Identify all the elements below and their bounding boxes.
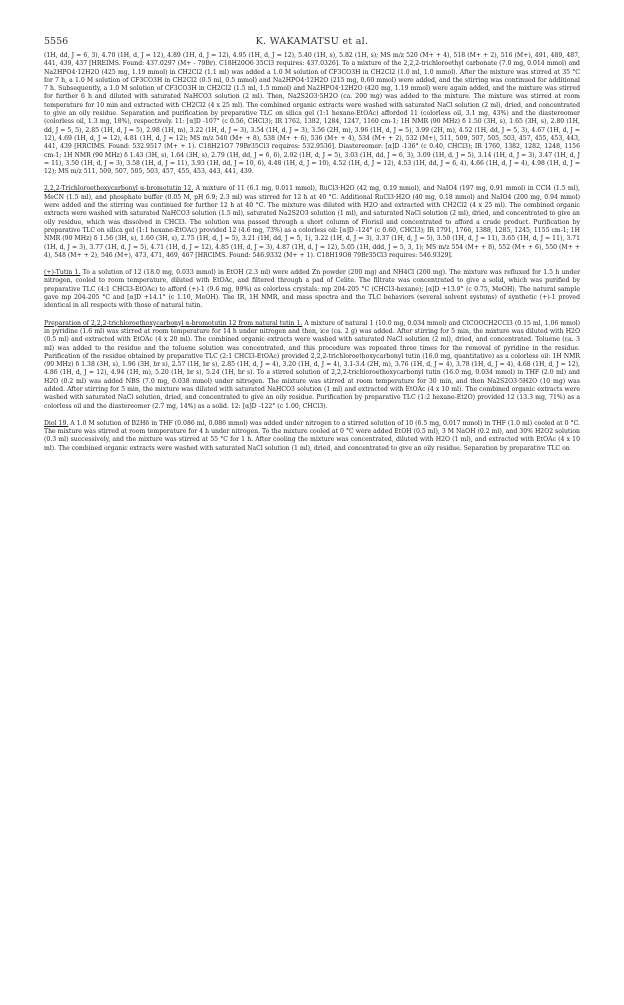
paragraph-diol-19: [44, 420, 580, 453]
page-number: 5556: [44, 36, 69, 47]
section-heading: Diol 19.: [44, 419, 69, 427]
article-body: [44, 52, 580, 453]
section-heading: (+)-Tutin 1.: [44, 269, 81, 277]
section-heading: Preparation of 2,2,2-trichloroethoxycarbonyl α-bromotutin 12 from natural tutin 1.: [44, 319, 303, 327]
paragraph-text: A mixture of natural 1 (10.0 mg, 0.034 mmol) and ClCOOCH2CCl3 (0.15 ml, 1.06 mmol) in pyridine (1.6 ml) was stirred at room temperature for 14 h under nitrogen and then, ice (ca. 2 g) was added. After stirring for 5 min, the mixture was diluted with H2O (0.5 ml) and extracted with EtOAc (4 x 20 ml). The combined organic extracts were washed with saturated NaCl solution (2 ml), dried, and concentrated. Toluene (ca. 3 ml) was added to the residue and the toluene solution was concentrated, and this procedure was repeated three times for the removal of pyridine in the residue. Purification of the residue obtained by preparative TLC (2:1 CHCl3-EtOAc) provided 2,2,2-trichloroethoxycarbonyl tutin (16.0 mg, quantitative) as a colorless oil: 1H NMR (90 MHz) δ 1.38 (3H, s), 1.96 (3H, br s), 2.57 (1H, br s), 2.85 (1H, d, J = 4), 3.20 (1H, d, J = 4), 3.1-3.4 (2H, m), 3.76 (1H, d, J = 4), 3.78 (1H, d, J = 4), 4.68 (1H, d, J = 12), 4.86 (1H, d, J = 12), 4.94 (1H, m), 5.20 (1H, br s), 5.24 (1H, br s). To a stirred solution of 2,2,2-trichloroethoxycarbonyl tutin (16.0 mg, 0.034 mmol) in THF (2.0 ml) and H2O (0.2 ml) was added NBS (7.0 mg, 0.038 mmol) under nitrogen. The mixture was stirred at room temperature for 30 min, and then Na2S2O3·5H2O (10 mg) was added. After stirring for 5 min, the mixture was diluted with saturated NaHCO3 solution (1 ml) and extracted with EtOAc (4 x 10 ml). The combined organic extracts were washed with saturated NaCl solution, dried, and concentrated to give an oily residue. Purification by preparative TLC (1:2 hexane-Et2O) provided 12 (13.3 mg, 71%) as a colorless oil and the diastereomer (2.7 mg, 14%) as a solid. 12: [α]D -122° (c 1.00, CHCl3).: [44, 319, 581, 410]
section-heading: 2,2,2-Trichloroethoxycarbonyl α-bromotutin 12.: [44, 185, 194, 193]
paragraph-text: A 1.0 M solution of B2H6 in THF (0.086 ml, 0.086 mmol) was added under nitrogen to a stirred solution of 10 (6.5 mg, 0.017 mmol) in THF (1.0 ml) cooled at 0 °C. The mixture was stirred at room temperature for 4 h under nitrogen. To the mixture cooled at 0 °C were added EtOH (0.5 ml), 3 M NaOH (0.2 ml), and 30% H2O2 solution (0.3 ml) successively, and the mixture was stirred at 55 °C for 1 h. After cooling the mixture was concentrated, diluted with H2O (1 ml), and extracted with EtOAc (4 x 10 ml). The combined organic extracts were washed with saturated NaCl solution (1 ml), dried, and concentrated to give an oily residue. Separation by preparative TLC on: [44, 419, 580, 452]
paragraph-text: To a solution of 12 (18.0 mg, 0.033 mmol) in EtOH (2.3 ml) were added Zn powder (200 mg) and NH4Cl (200 mg). The mixture was refluxed for 1.5 h under nitrogen, cooled to room temperature, diluted with EtOAc, and filtered through a pad of Celite. The filtrate was concentrated to give a solid, which was purified by preparative TLC (4:1 CHCl3-EtOAc) to afford (+)-1 (9.6 mg, 99%) as colorless crystals: mp 204-205 °C (CHCl3-hexane); [α]D +13.9° (c 0.75, MeOH). The natural sample gave mp 204-205 °C and [α]D +14.1° (c 1.10, MeOH). The IR, 1H NMR, and mass spectra and the TLC behaviors (several solvent systems) of synthetic (+)-1 proved identical in all respects with those of natural tutin.: [44, 269, 580, 310]
paragraph-compound-12: [44, 185, 580, 260]
paragraph-tutin: [44, 269, 580, 310]
paragraph-text: (1H, dd, J = 6, 3), 4.70 (1H, d, J = 12), 4.89 (1H, d, J = 12), 4.95 (1H, d, J = 12), 5.40 (1H, s), 5.82 (1H, s); MS m/z 520 (M+ + 4), 518 (M+ + 2), 516 (M+), 491, 489, 487, 441, 439, 437 [HREIMS. Found: 437.0297 (M+ - 79Br). C18H20O6 35Cl3 requires: 437.0326]. To a mixture of the 2,2,2-trichloroethyl carbonate (7.0 mg, 0.014 mmol) and Na2HPO4·12H2O (425 mg, 1.19 mmol) in CH2Cl2 (1.1 ml) was added a 1.0 M solution of CF3CO3H in CH2Cl2 (1.0 ml, 1.0 mmol). After the mixture was stirred at 35 °C for 7 h, a 1.0 M solution of CF3CO3H in CH2Cl2 (0.5 ml, 0.5 mmol) and Na2HPO4·12H2O (215 mg, 0.60 mmol) were added, and the stirring was continued for additional 7 h. Subsequently, a 1.0 M solution of CF3CO3H in CH2Cl2 (1.5 ml, 1.5 mmol) and Na2HPO4·12H2O (420 mg, 1.19 mmol) were again added, and the mixture was stirred for further 6 h and diluted with saturated NaHCO3 solution (2 ml). Then, Na2S2O3·5H2O (ca. 200 mg) was added to the mixture. The mixture was stirred at room temperature for 10 min and extracted with CH2Cl2 (4 x 25 ml). The combined organic extracts were washed with saturated NaCl solution (2 ml), dried, and concentrated to give an oily residue. Separation and purification by preparative TLC on silica gel (1:1 hexane-EtOAc) afforded 11 (colorless oil, 3.1 mg, 43%) and the diastereomer (colorless oil, 1.3 mg, 18%), respectively. 11: [α]D -107° (c 0.56, CHCl3); IR 1762, 1382, 1284, 1247, 1160 cm-1; 1H NMR (90 MHz) δ 1.50 (3H, s), 1.65 (3H, s), 2.80 (1H, dd, J = 5, 5), 2.85 (1H, d, J = 5), 2.98 (1H, m), 3.22 (1H, d, J = 3), 3.54 (1H, d, J = 3), 3.56 (2H, m), 3.96 (1H, d, J = 5), 3.99 (2H, m), 4.52 (1H, dd, J = 5, 3), 4.67 (1H, d, J = 12), 4.69 (1H, d, J = 12), 4.81 (1H, d, J = 12); MS m/z 540 (M+ + 8), 538 (M+ + 6), 536 (M+ + 4), 534 (M+ + 2), 532 (M+), 511, 509, 507, 505, 503, 457, 455, 453, 443, 441, 439 [HRCIMS. Found: 532.9517 (M+ + 1). C18H21O7 79Br35Cl3 requires: 532.9536]. Diastereomer: [α]D -136° (c 0.40, CHCl3); IR 1760, 1382, 1282, 1248, 1156 cm-1; 1H NMR (90 MHz) δ 1.43 (3H, s), 1.64 (3H, s), 2.79 (1H, dd, J = 6, 6), 2.92 (1H, d, J = 5), 3.03 (1H, dd, J = 6, 3), 3.09 (1H, d, J = 5), 3.14 (1H, d, J = 3), 3.47 (1H, d, J = 11), 3.50 (1H, d, J = 3), 3.58 (1H, d, J = 11), 3.93 (1H, dd, J = 10, 6), 4.48 (1H, d, J = 10), 4.52 (1H, d, J = 12), 4.53 (1H, dd, J = 6, 4), 4.66 (1H, d, J = 4), 4.98 (1H, d, J = 12); MS m/z 511, 509, 507, 505, 503, 457, 455, 453, 443, 441, 439.: [44, 52, 580, 176]
page-header: [44, 36, 580, 50]
paragraph-text: A mixture of 11 (6.1 mg, 0.011 mmol), RuCl3·H2O (42 mg, 0.19 mmol), and NaIO4 (197 mg, 0.91 mmol) in CCl4 (1.5 ml), MeCN (1.5 ml), and phosphate buffer (0.05 M, pH 6.9; 2.3 ml) was stirred for 12 h at 40 °C. Additional RuCl3·H2O (40 mg, 0.18 mmol) and NaIO4 (200 mg, 0.94 mmol) were added and the stirring was continued for further 12 h at 40 °C. The mixture was diluted with H2O and extracted with CH2Cl2 (4 x 25 ml). The combined organic extracts were washed with saturated NaHCO3 solution (1.5 ml), saturated Na2S2O3 solution (1 ml), and saturated NaCl solution (2 ml), dried, and concentrated to give an oily residue, which was dissolved in CHCl3. The solution was passed through a short column of Florisil and concentrated to afford a crude product. Purification by preparative TLC on silica gel (1:1 hexane-EtOAc) provided 12 (4.6 mg, 73%) as a colorless oil: [α]D -124° (c 0.60, CHCl3); IR 1791, 1766, 1388, 1285, 1245, 1155 cm-1; 1H NMR (90 MHz) δ 1.56 (3H, s), 1.60 (3H, s), 2.75 (1H, d, J = 5), 3.21 (1H, dd, J = 5, 1), 3.22 (1H, d, J = 3), 3.37 (1H, d, J = 5), 3.50 (1H, d, J = 11), 3.65 (1H, d, J = 11), 3.71 (1H, d, J = 3), 3.77 (1H, d, J = 5), 4.71 (1H, d, J = 12), 4.85 (1H, d, J = 3), 4.87 (1H, d, J = 12), 5.05 (1H, ddd, J = 5, 3, 1); MS m/z 554 (M+ + 8), 552 (M+ + 6), 550 (M+ + 4), 548 (M+ + 2), 546 (M+), 473, 471, 469, 467 [HRCIMS. Found: 546.9332 (M+ + 1). C18H19O8 79Br35Cl3 requires: 546.9329].: [44, 185, 580, 259]
paragraph-continuation: [44, 52, 580, 176]
paragraph-preparation: [44, 320, 580, 411]
running-authors: K. WAKAMATSU et al.: [255, 36, 369, 47]
